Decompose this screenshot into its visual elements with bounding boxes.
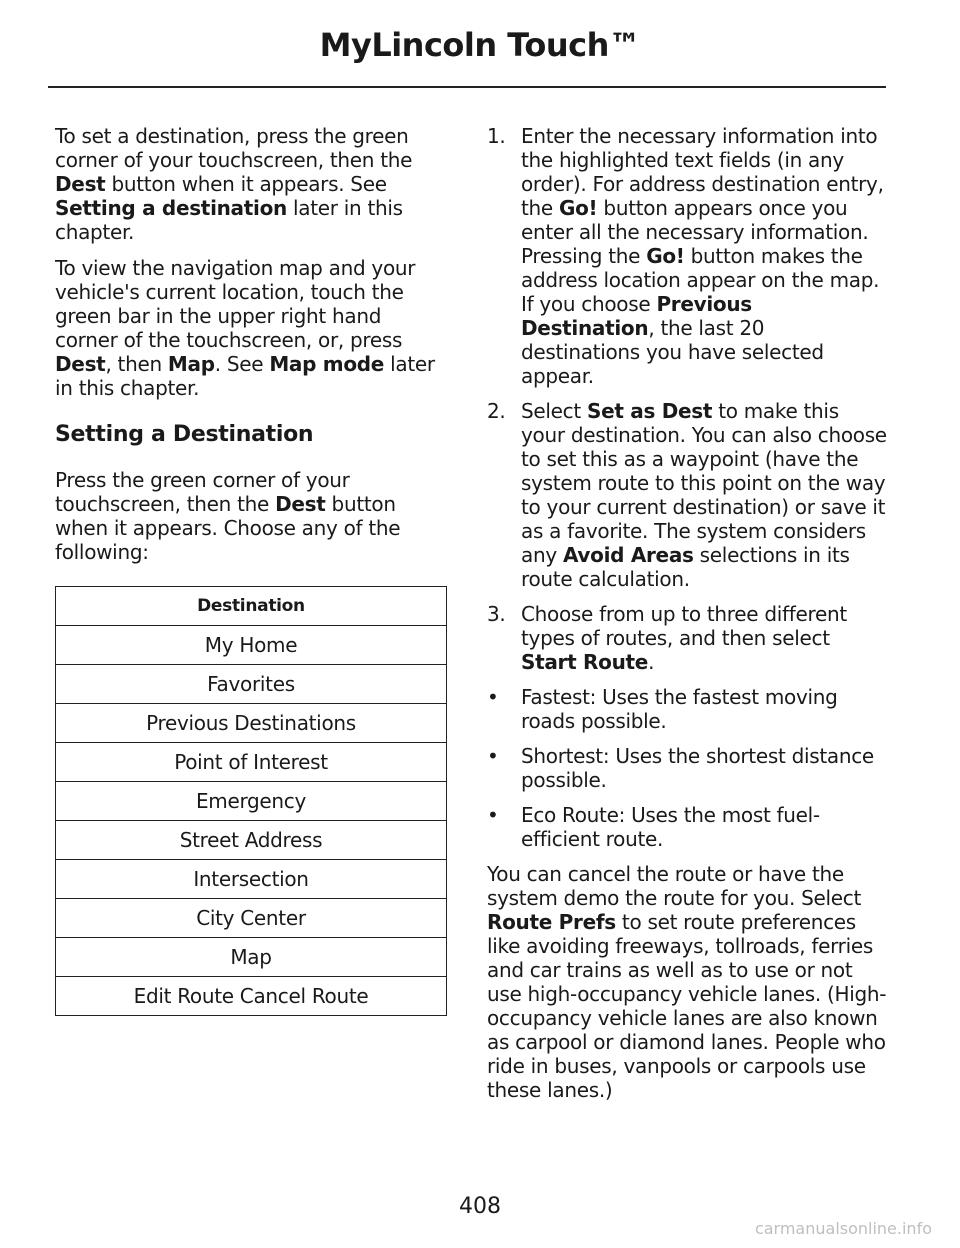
bold-term: Setting a destination bbox=[55, 196, 287, 220]
page-number: 408 bbox=[459, 1194, 501, 1219]
table-cell: Street Address bbox=[56, 821, 447, 860]
table-row bbox=[56, 782, 447, 821]
text-run: Select bbox=[521, 399, 587, 423]
table-row bbox=[56, 743, 447, 782]
route-prefs-paragraph bbox=[487, 862, 887, 1102]
text-run: selections in its route calculation. bbox=[521, 543, 850, 591]
step-number: 1. bbox=[487, 124, 506, 148]
text-run: later in this chapter. bbox=[55, 352, 435, 400]
bold-term: Map mode bbox=[269, 352, 385, 376]
text-run: To set a destination, press the green corner of your touchscreen, then the bbox=[55, 124, 413, 172]
list-item-text: Shortest: Uses the shortest distance possible. bbox=[521, 744, 874, 792]
section-heading: Setting a Destination bbox=[55, 422, 314, 447]
table-header: Destination bbox=[56, 587, 447, 626]
table-row bbox=[56, 899, 447, 938]
bullet-icon: • bbox=[487, 685, 499, 709]
text-run: . bbox=[648, 650, 655, 674]
map-view-paragraph bbox=[55, 256, 447, 400]
step-text bbox=[521, 399, 887, 591]
table-cell: Intersection bbox=[56, 860, 447, 899]
steps-list bbox=[487, 124, 887, 674]
table-cell: Point of Interest bbox=[56, 743, 447, 782]
text-run: button appears once you enter all the necessary information. Pressing the bbox=[521, 196, 869, 268]
table-row bbox=[56, 977, 447, 1016]
bold-term: Route Prefs bbox=[487, 910, 616, 934]
step-item bbox=[487, 602, 887, 674]
text-run: to set route preferences like avoiding freeways, tollroads, ferries and car trains as well as to use or not use high-occupancy vehicle lanes. (High-occupancy vehicle lanes are also known as carpool or diamond lanes. People who ride in buses, vanpools or carpools use these lanes.) bbox=[487, 910, 887, 1102]
watermark[interactable]: carmanualsonline.info bbox=[754, 1219, 932, 1238]
step-text bbox=[521, 602, 847, 674]
table-row bbox=[56, 821, 447, 860]
bold-term: Dest bbox=[275, 492, 326, 516]
bold-term: Go! bbox=[558, 196, 598, 220]
table-cell: City Center bbox=[56, 899, 447, 938]
text-run: To view the navigation map and your vehicle's current location, touch the green bar in the upper right hand corner of the touchscreen, or, press bbox=[55, 256, 416, 352]
left-column bbox=[55, 124, 447, 1016]
step-number: 3. bbox=[487, 602, 506, 626]
intro-paragraph bbox=[55, 124, 447, 244]
list-item bbox=[487, 744, 887, 792]
setting-destination-paragraph bbox=[55, 468, 447, 564]
text-run: , then bbox=[105, 352, 168, 376]
text-run: Enter the necessary information into the highlighted text fields (in any order). For address destination entry, the bbox=[521, 124, 884, 220]
route-types-list bbox=[487, 685, 887, 851]
table-cell: Map bbox=[56, 938, 447, 977]
bold-term: Previous Destination bbox=[521, 292, 752, 340]
text-run: button when it appears. See bbox=[105, 172, 387, 196]
bullet-icon: • bbox=[487, 803, 499, 827]
table-row bbox=[56, 704, 447, 743]
bullet-icon: • bbox=[487, 744, 499, 768]
step-item bbox=[487, 124, 887, 388]
text-run: button when it appears. Choose any of the following: bbox=[55, 492, 401, 564]
list-item-text: Fastest: Uses the fastest moving roads possible. bbox=[521, 685, 838, 733]
step-text bbox=[521, 124, 884, 388]
bold-term: Avoid Areas bbox=[562, 543, 694, 567]
list-item bbox=[487, 685, 887, 733]
table-cell: My Home bbox=[56, 626, 447, 665]
step-item bbox=[487, 399, 887, 591]
bold-term: Go! bbox=[646, 244, 685, 268]
page-title: MyLincoln Touch™ bbox=[319, 26, 641, 64]
bold-term: Start Route bbox=[521, 650, 649, 674]
text-run: Press the green corner of your touchscreen, then the bbox=[55, 468, 350, 516]
bold-term: Set as Dest bbox=[586, 399, 713, 423]
table-row bbox=[56, 860, 447, 899]
right-column bbox=[487, 124, 887, 1114]
header-divider bbox=[48, 86, 886, 88]
list-item bbox=[487, 803, 887, 851]
table-row bbox=[56, 938, 447, 977]
table-cell: Emergency bbox=[56, 782, 447, 821]
table-row bbox=[56, 665, 447, 704]
bold-term: Dest bbox=[55, 352, 106, 376]
text-run: later in this chapter. bbox=[55, 196, 403, 244]
table-cell: Favorites bbox=[56, 665, 447, 704]
text-run: Choose from up to three different types of routes, and then select bbox=[521, 602, 847, 650]
table-cell: Edit Route Cancel Route bbox=[56, 977, 447, 1016]
bold-term: Dest bbox=[55, 172, 106, 196]
text-run: to make this your destination. You can also choose to set this as a waypoint (have the system route to this point on the way to your current destination) or save it as a favorite. The system considers any bbox=[521, 399, 887, 567]
text-run: button makes the address location appear on the map. If you choose bbox=[521, 244, 880, 316]
bold-term: Map bbox=[167, 352, 215, 376]
table-cell: Previous Destinations bbox=[56, 704, 447, 743]
table-row bbox=[56, 626, 447, 665]
step-number: 2. bbox=[487, 399, 506, 423]
text-run: You can cancel the route or have the system demo the route for you. Select bbox=[487, 862, 862, 910]
list-item-text: Eco Route: Uses the most fuel-efficient route. bbox=[521, 803, 820, 851]
text-run: . See bbox=[214, 352, 270, 376]
text-run: , the last 20 destinations you have selected appear. bbox=[521, 316, 824, 388]
destination-table bbox=[55, 586, 447, 1016]
